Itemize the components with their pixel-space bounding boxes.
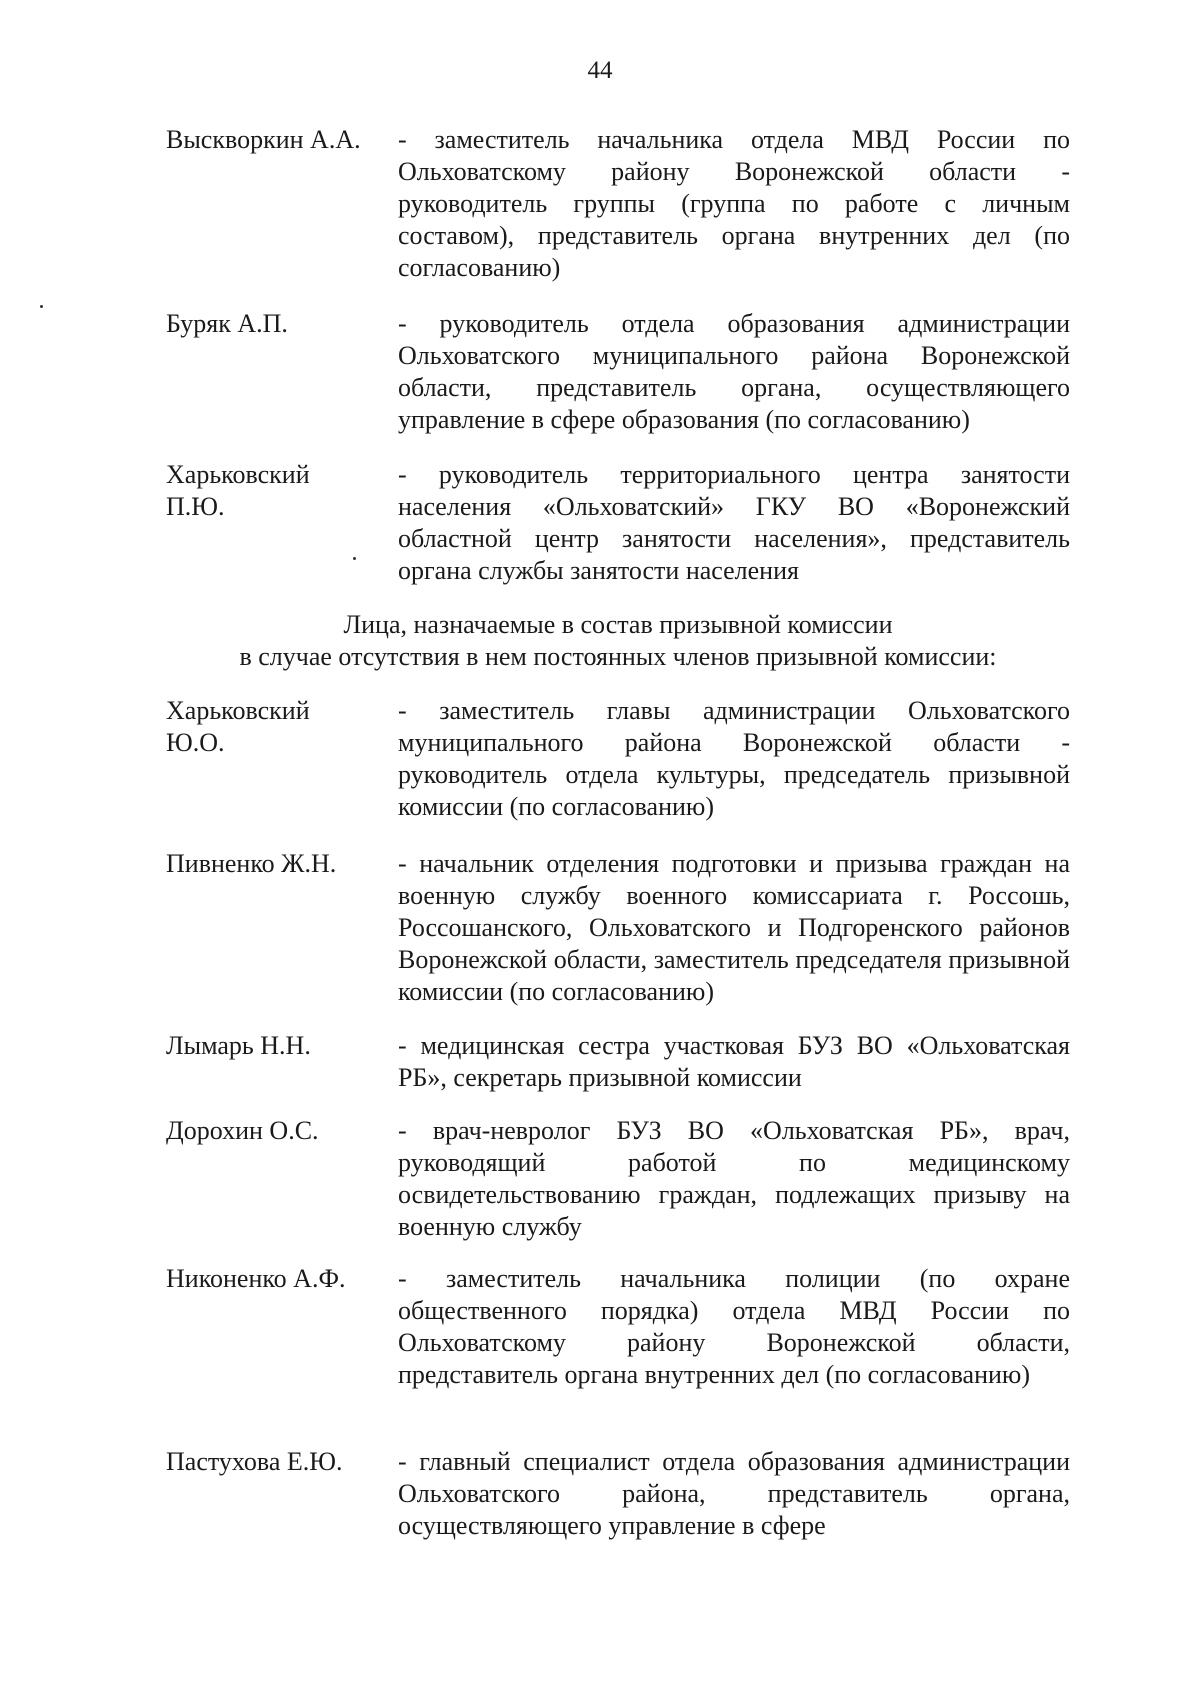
member-description: - заместитель начальника отдела МВД России по Ольховатскому району Воронежской области - руководитель группы (группа по работе с личным составом), представитель органа внутренних дел (по согласованию)	[398, 125, 1070, 282]
member-entry	[166, 848, 1070, 1008]
member-description: - медицинская сестра участковая БУЗ ВО «Ольховатская РБ», секретарь призывной комиссии	[398, 1031, 1070, 1092]
member-name: Лымарь Н.Н.	[166, 1031, 311, 1060]
scan-speck	[353, 557, 356, 560]
section-heading-line: в случае отсутствия в нем постоянных членов призывной комиссии:	[239, 642, 997, 671]
member-name: Пастухова Е.Ю.	[166, 1447, 343, 1476]
member-description: - начальник отделения подготовки и призыва граждан на военную службу военного комиссариата г. Россошь, Россошанского, Ольховатского и Подгоренского районов Воронежской области, заместитель председателя призывной комиссии (по согласованию)	[398, 849, 1070, 1006]
member-description: - заместитель главы администрации Ольховатского муниципального района Воронежской области - руководитель отдела культуры, председатель призывной комиссии (по согласованию)	[398, 696, 1070, 821]
member-description: - руководитель отдела образования администрации Ольховатского муниципального района Воронежской области, представитель органа, осуществляющего управление в сфере образования (по согласованию)	[398, 309, 1070, 434]
member-entry	[166, 1446, 1070, 1542]
scan-speck	[40, 305, 43, 308]
section-heading	[166, 609, 1070, 673]
member-entry	[166, 695, 1070, 823]
member-entry	[166, 124, 1070, 284]
member-entry	[166, 308, 1070, 436]
section-heading-line: Лица, назначаемые в состав призывной комиссии	[343, 610, 893, 639]
member-description: - главный специалист отдела образования администрации Ольховатского района, представитель органа, осуществляющего управление в сфере	[398, 1447, 1070, 1540]
member-entry	[166, 1263, 1070, 1391]
member-entry	[166, 459, 1070, 587]
member-entry	[166, 1030, 1070, 1094]
member-name: Пивненко Ж.Н.	[166, 849, 337, 878]
member-name: Никоненко А.Ф.	[166, 1264, 346, 1293]
member-entry	[166, 1115, 1070, 1243]
member-name: Харьковский Ю.О.	[166, 696, 310, 757]
member-description: - руководитель территориального центра занятости населения «Ольховатский» ГКУ ВО «Воронежский областной центр занятости населения», представитель органа службы занятости населения	[398, 460, 1070, 585]
member-name: Выскворкин А.А.	[166, 125, 361, 154]
page-number: 44	[587, 57, 613, 84]
member-description: - врач-невролог БУЗ ВО «Ольховатская РБ», врач, руководящий работой по медицинскому освидетельствованию граждан, подлежащих призыву на военную службу	[398, 1116, 1070, 1241]
member-description: - заместитель начальника полиции (по охране общественного порядка) отдела МВД России по Ольховатскому району Воронежской области, представитель органа внутренних дел (по согласованию)	[398, 1264, 1070, 1389]
member-name: Буряк А.П.	[166, 309, 288, 338]
member-name: Дорохин О.С.	[166, 1116, 319, 1145]
member-name: Харьковский П.Ю.	[166, 460, 310, 521]
